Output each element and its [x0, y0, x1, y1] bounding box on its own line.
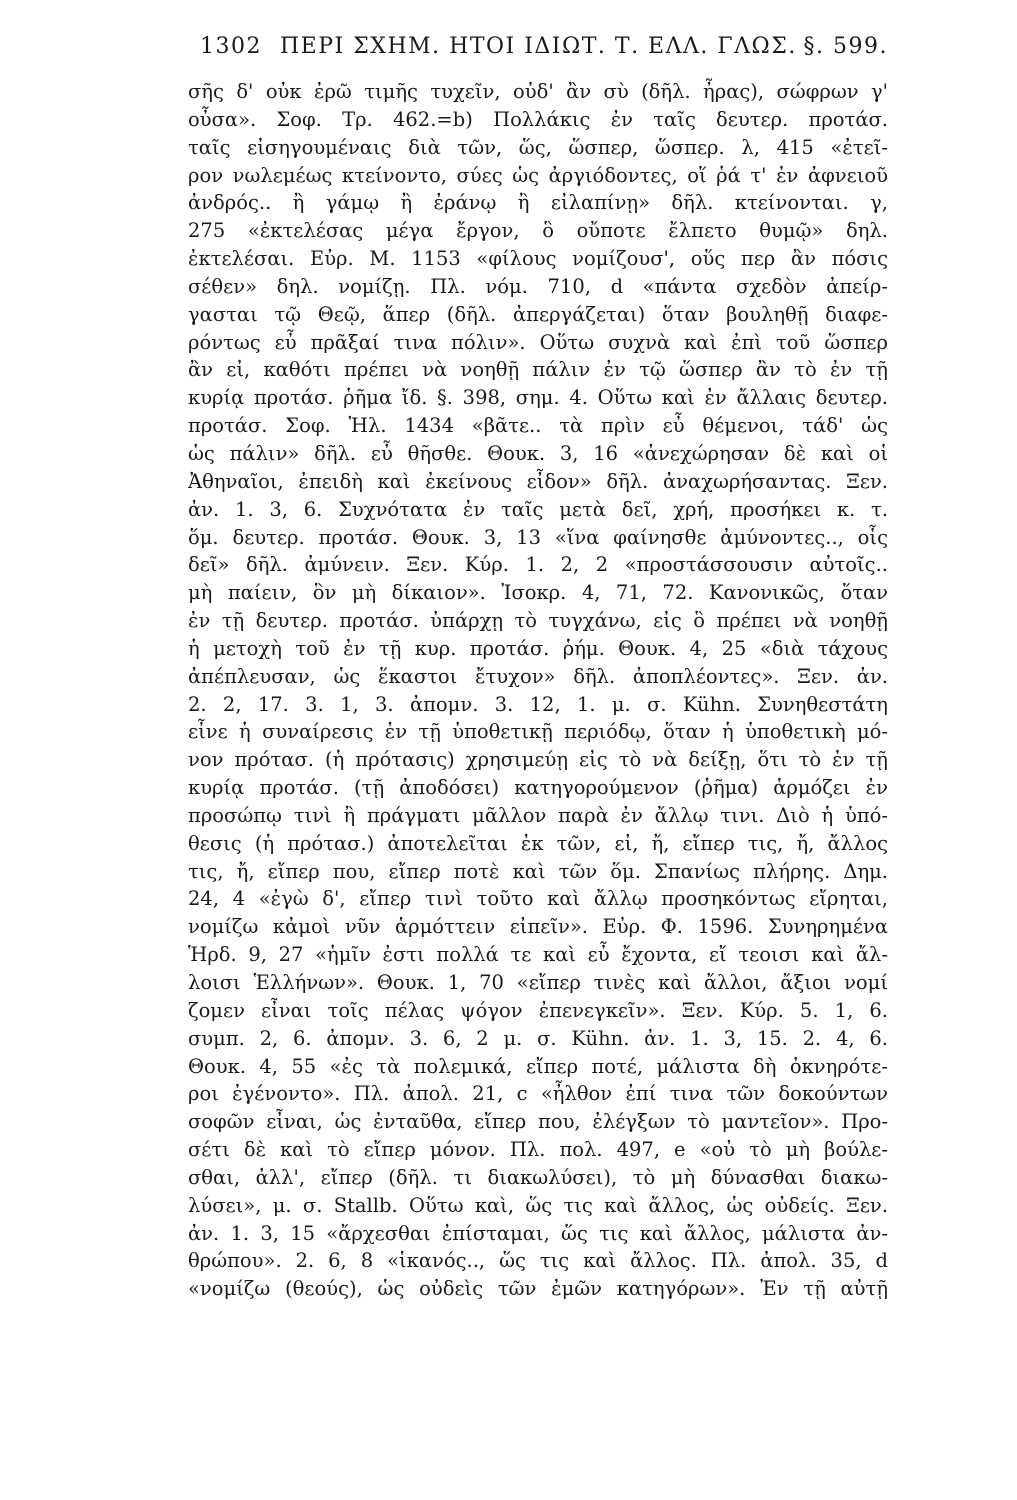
text-line: σῆς δ' οὐκ ἐρῶ τιμῆς τυχεῖν, οὐδ' ἂν σὺ (δῆλ. ἦρας), σώφρων γ' — [188, 80, 888, 103]
text-line: Ἡρδ. 9, 27 «ἡμῖν ἐστι πολλά τε καὶ εὖ ἔχοντα, εἴ τεοισι καὶ ἄλ- — [188, 943, 888, 967]
text-line: ὅμ. δευτερ. προτάσ. Θουκ. 3, 13 «ἵνα φαίνησθε ἀμύνοντες.., οἷς — [188, 525, 888, 549]
text-line: γασται τῷ Θεῷ, ἅπερ (δῆλ. ἀπεργάζεται) ὅταν βουληθῇ διαφε- — [188, 302, 888, 326]
text-line: ροι ἐγένοντο». Πλ. ἀπολ. 21, c «ἦλθον ἐπί τινα τῶν δοκούντων — [188, 1082, 888, 1106]
text-line: ἂν εἰ, καθότι πρέπει νὰ νοηθῇ πάλιν ἐν τῷ ὥσπερ ἂν τὸ ἐν τῇ — [188, 358, 888, 382]
text-line: δεῖ» δῆλ. ἀμύνειν. Ξεν. Κύρ. 1. 2, 2 «προστάσσουσιν αὐτοῖς.. — [188, 553, 888, 577]
text-line: Θουκ. 4, 55 «ἐς τὰ πολεμικά, εἴπερ ποτέ, μάλιστα δὴ ὀκνηρότε- — [188, 1054, 888, 1078]
text-line: νον πρότασ. (ἡ πρότασις) χρησιμεύῃ εἰς τὸ νὰ δείξῃ, ὅτι τὸ ἐν τῇ — [188, 748, 888, 772]
text-line: σθαι, ἀλλ', εἴπερ (δῆλ. τι διακωλύσει), τὸ μὴ δύνασθαι διακω- — [188, 1165, 888, 1189]
section-reference: §. 599. — [803, 34, 888, 59]
text-line: τις, ἤ, εἴπερ που, εἴπερ ποτὲ καὶ τῶν ὅμ. Σπανίως πλήρης. Δημ. — [188, 859, 888, 883]
text-line: προσώπῳ τινὶ ἢ πράγματι μᾶλλον παρὰ ἐν ἄλλῳ τινι. Διὸ ἡ ὑπό- — [188, 803, 888, 827]
running-title: ΠΕΡΙ ΣΧΗΜ. ΗΤΟΙ ΙΔΙΩΤ. Τ. ΕΛΛ. ΓΛΩΣ. — [280, 34, 797, 59]
text-line: ταῖς εἰσηγουμέναις διὰ τῶν, ὥς, ὥσπερ, ὥσπερ. λ, 415 «ἐτεῖ- — [188, 135, 888, 159]
book-page — [188, 34, 888, 1303]
text-line: ὡς πάλιν» δῆλ. εὖ θῆσθε. Θουκ. 3, 16 «ἀνεχώρησαν δὲ καὶ οἱ — [188, 441, 888, 465]
text-line: λοισι Ἑλλήνων». Θουκ. 1, 70 «εἴπερ τινὲς καὶ ἄλλοι, ἄξιοι νομί — [188, 971, 888, 994]
text-line: μὴ παίειν, ὃν μὴ δίκαιον». Ἰσοκρ. 4, 71, 72. Κανονικῶς, ὅταν — [188, 581, 888, 605]
text-line: ρον νωλεμέως κτείνοντο, σύες ὡς ἀργιόδοντες, οἵ ῥά τ' ἐν ἀφνειοῦ — [188, 163, 888, 187]
text-line: λύσει», μ. σ. Stallb. Οὕτω καὶ, ὥς τις καὶ ἄλλος, ὡς οὐδείς. Ξεν. — [188, 1193, 888, 1217]
text-line: σέτι δὲ καὶ τὸ εἴπερ μόνον. Πλ. πολ. 497, e «οὐ τὸ μὴ βούλε- — [188, 1138, 888, 1162]
text-line: σοφῶν εἶναι, ὡς ἐνταῦθα, εἴπερ που, ἐλέγξων τὸ μαντεῖον». Προ- — [188, 1110, 888, 1134]
page-number: 1302 — [200, 34, 262, 59]
text-line: θεσις (ἡ πρότασ.) ἀποτελεῖται ἐκ τῶν, εἰ, ἤ, εἴπερ τις, ἤ, ἄλλος — [188, 831, 888, 855]
body-text — [188, 78, 888, 1303]
text-line: 275 «ἐκτελέσας μέγα ἔργον, ὃ οὔποτε ἔλπετο θυμῷ» δηλ. — [188, 219, 888, 243]
text-line: συμπ. 2, 6. ἀπομν. 3. 6, 2 μ. σ. Kühn. ἀν. 1. 3, 15. 2. 4, 6. — [188, 1026, 888, 1050]
running-head — [200, 34, 888, 70]
text-line: ρόντως εὖ πρᾶξαί τινα πόλιν». Οὕτω συχνὰ καὶ ἐπὶ τοῦ ὥσπερ — [188, 330, 888, 354]
text-line: 24, 4 «ἐγὼ δ', εἴπερ τινὶ τοῦτο καὶ ἄλλῳ προσηκόντως εἴρηται, — [188, 887, 888, 911]
text-line: κυρίᾳ προτάσ. (τῇ ἀποδόσει) κατηγορούμενον (ῥῆμα) ἁρμόζει ἐν — [188, 776, 888, 800]
text-line: Ἀθηναῖοι, ἐπειδὴ καὶ ἐκείνους εἶδον» δῆλ. ἀναχωρήσαντας. Ξεν. — [188, 469, 888, 493]
text-line: προτάσ. Σοφ. Ἠλ. 1434 «βᾶτε.. τὰ πρὶν εὖ θέμενοι, τάδ' ὡς — [188, 414, 888, 438]
text-line: 2. 2, 17. 3. 1, 3. ἀπομν. 3. 12, 1. μ. σ. Kühn. Συνηθεστάτη — [188, 692, 888, 716]
text-line: νομίζω κἀμοὶ νῦν ἁρμόττειν εἰπεῖν». Εὐρ. Φ. 1596. Συνηρημένα — [188, 915, 888, 939]
text-line: ἀν. 1. 3, 15 «ἄρχεσθαι ἐπίσταμαι, ὥς τις καὶ ἄλλος, μάλιστα ἀν- — [188, 1221, 888, 1245]
text-line: κυρίᾳ προτάσ. ῥῆμα ἴδ. §. 398, σημ. 4. Οὕτω καὶ ἐν ἄλλαις δευτερ. — [188, 386, 888, 410]
text-line: ἀνδρός.. ἢ γάμῳ ἢ ἐράνῳ ἢ εἰλαπίνῃ» δῆλ. κτείνονται. γ, — [188, 191, 888, 215]
text-line: εἶνε ἡ συναίρεσις ἐν τῇ ὑποθετικῇ περιόδῳ, ὅταν ἡ ὑποθετικὴ μό- — [188, 720, 888, 744]
text-line: οὖσα». Σοφ. Τρ. 462.=b) Πολλάκις ἐν ταῖς δευτερ. προτάσ. — [188, 107, 888, 131]
text-line: ἡ μετοχὴ τοῦ ἐν τῇ κυρ. προτάσ. ῥήμ. Θουκ. 4, 25 «διὰ τάχους — [188, 636, 888, 660]
text-line: ἀν. 1. 3, 6. Συχνότατα ἐν ταῖς μετὰ δεῖ, χρή, προσήκει κ. τ. — [188, 497, 888, 521]
text-line: ἀπέπλευσαν, ὡς ἕκαστοι ἔτυχον» δῆλ. ἀποπλέοντες». Ξεν. ἀν. — [188, 664, 888, 688]
text-line: θρώπου». 2. 6, 8 «ἱκανός.., ὥς τις καὶ ἄλλος. Πλ. ἀπολ. 35, d — [188, 1249, 888, 1273]
text-line: ἐν τῇ δευτερ. προτάσ. ὑπάρχῃ τὸ τυγχάνω, εἰς ὃ πρέπει νὰ νοηθῇ — [188, 609, 888, 633]
text-line: ἐκτελέσαι. Εὐρ. Μ. 1153 «φίλους νομίζουσ', οὕς περ ἂν πόσις — [188, 247, 888, 271]
text-line: σέθεν» δηλ. νομίζῃ. Πλ. νόμ. 710, d «πάντα σχεδὸν ἀπείρ- — [188, 274, 888, 298]
text-line: ζομεν εἶναι τοῖς πέλας ψόγον ἐπενεγκεῖν». Ξεν. Κύρ. 5. 1, 6. — [188, 998, 888, 1022]
text-line: «νομίζω (θεούς), ὡς οὐδεὶς τῶν ἐμῶν κατηγόρων». Ἐν τῇ αὐτῇ — [188, 1277, 888, 1301]
